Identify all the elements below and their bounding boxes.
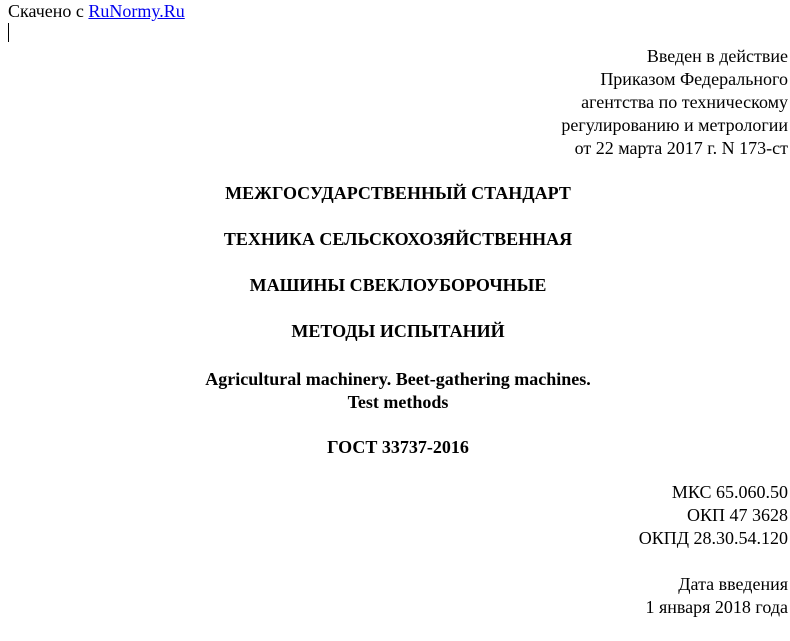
download-source-line <box>8 1 185 22</box>
text-cursor <box>8 23 9 42</box>
introduction-date-block <box>645 573 788 619</box>
field-heading: ТЕХНИКА СЕЛЬСКОХОЗЯЙСТВЕННАЯ <box>223 229 573 249</box>
enactment-line: агентства по техническому <box>581 92 788 112</box>
introduction-date-value: 1 января 2018 года <box>645 597 788 617</box>
enactment-line: регулированию и метрологии <box>561 115 788 135</box>
english-title-line-1: Agricultural machinery. Beet-gathering machines. <box>205 369 591 389</box>
english-title-line-2: Test methods <box>347 392 449 412</box>
classification-codes <box>639 481 788 550</box>
mks-code: МКС 65.060.50 <box>671 482 788 502</box>
okpd-code: ОКПД 28.30.54.120 <box>638 528 788 548</box>
introduction-date-label: Дата введения <box>678 574 788 594</box>
methods-heading: МЕТОДЫ ИСПЫТАНИЙ <box>291 321 505 341</box>
runormy-link[interactable]: RuNormy.Ru <box>88 1 185 21</box>
enactment-block <box>561 45 788 160</box>
gost-number: ГОСТ 33737-2016 <box>327 437 469 457</box>
enactment-line: Приказом Федерального <box>600 69 788 89</box>
download-source-prefix: Скачено с <box>8 1 89 21</box>
okp-code: ОКП 47 3628 <box>686 505 788 525</box>
subject-heading: МАШИНЫ СВЕКЛОУБОРОЧНЫЕ <box>249 275 547 295</box>
enactment-line: Введен в действие <box>646 46 788 66</box>
enactment-line: от 22 марта 2017 г. N 173-ст <box>574 138 788 158</box>
standard-type-heading: МЕЖГОСУДАРСТВЕННЫЙ СТАНДАРТ <box>225 183 571 203</box>
